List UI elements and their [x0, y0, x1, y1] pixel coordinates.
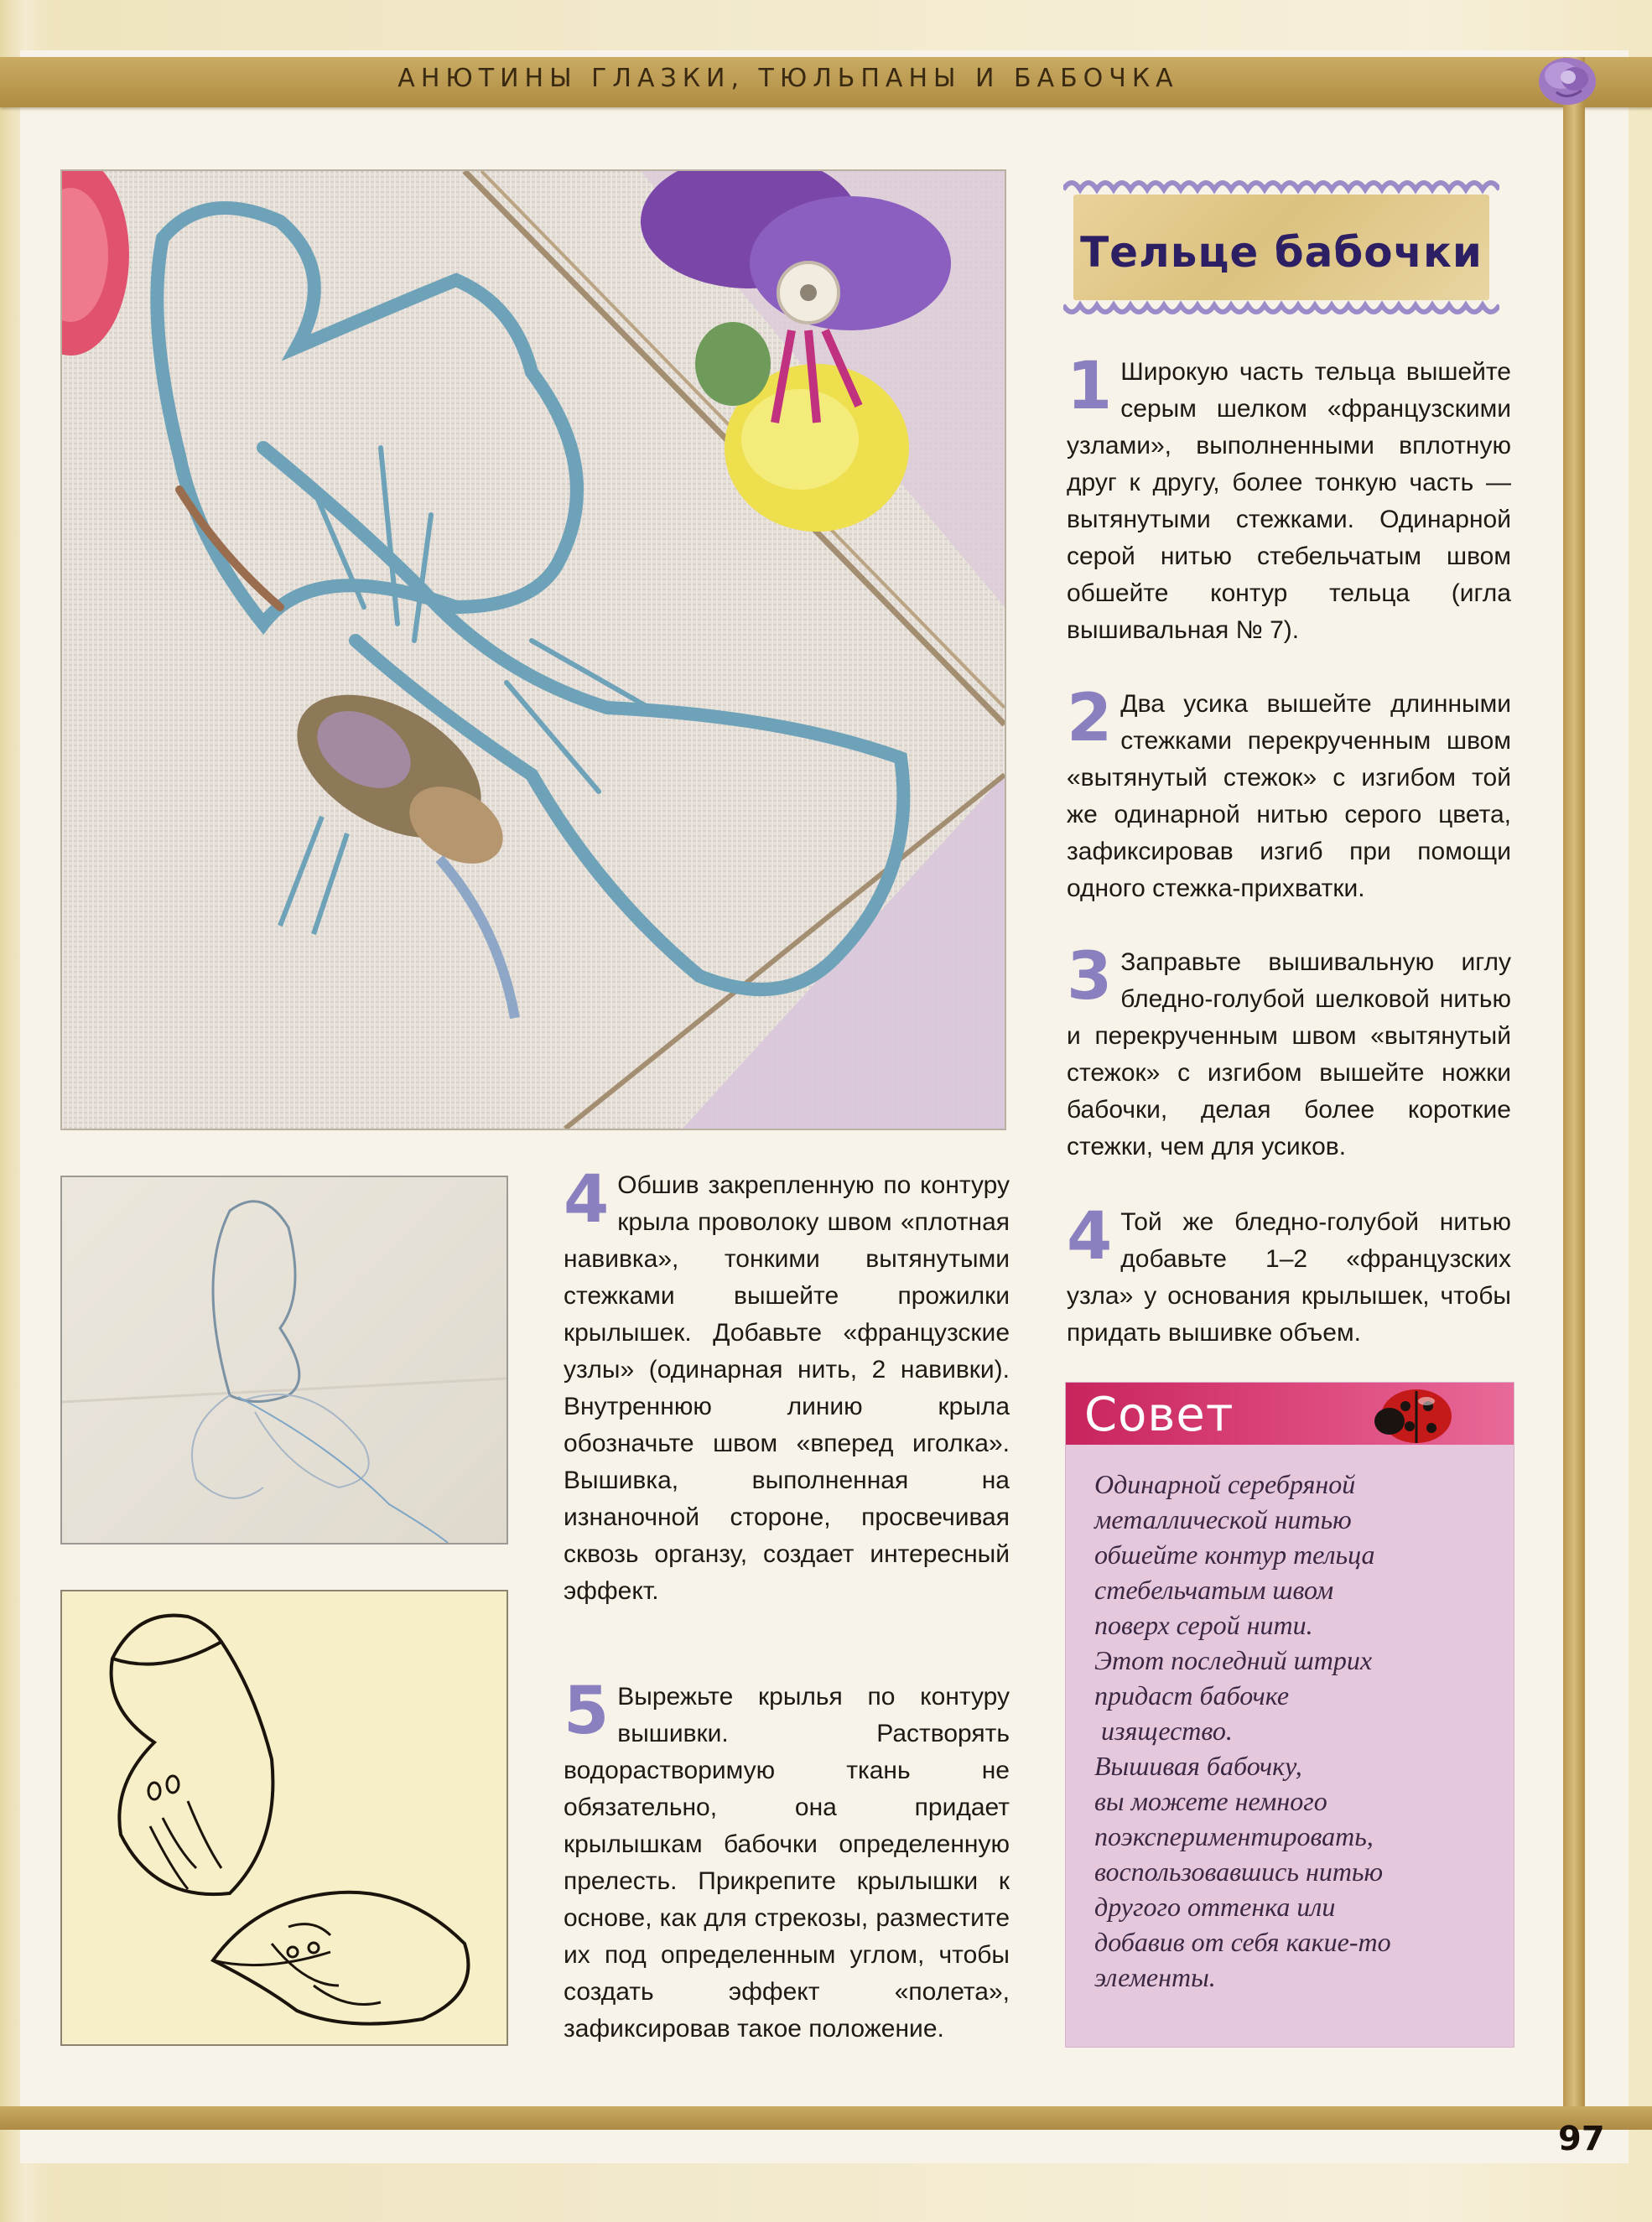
step-4-center — [564, 1162, 1010, 1610]
tip-line: вы можете немного — [1094, 1786, 1327, 1816]
wire-outline-photo — [60, 1176, 508, 1544]
right-border — [1563, 57, 1585, 2130]
tip-line: Одинарной серебряной — [1094, 1469, 1356, 1499]
tip-text — [1094, 1467, 1488, 1995]
step-number: 4 — [1067, 1199, 1113, 1275]
footer-band — [0, 2106, 1652, 2130]
tip-line: придаст бабочке — [1094, 1680, 1290, 1711]
tip-line: Этот последний штрих — [1094, 1645, 1373, 1675]
step-text: Широкую часть тельца вышейте серым шелком «французскими узлами», выполненными вплотную друг к другу, более тонкую часть — вытянутыми стежками. Одинарной серой нитью стебельчатым швом обшейте контур тельца (игла вышивальная № 7). — [1067, 358, 1511, 644]
tip-line: Вышивая бабочку, — [1094, 1751, 1302, 1781]
step-number: 2 — [1067, 681, 1113, 756]
step-text: Той же бледно-голубой нитью добавьте 1–2 «французских узла» у основания крылышек, чтобы придать вышивке объем. — [1067, 1208, 1511, 1347]
embroidered-butterfly-photo — [60, 169, 1006, 1130]
section-heading — [1063, 176, 1499, 319]
step-text: Вырежьте крылья по контуру вышивки. Растворять водорастворимую ткань не обязательно, она придает крылышкам бабочки определенную прелесть. Прикрепите крылышки к основе, как для стрекозы, разместите их под определенным углом, чтобы создать эффект «полета», зафиксировав такое положение. — [564, 1683, 1010, 2043]
step-4-right — [1067, 1199, 1511, 1352]
tip-header — [1066, 1383, 1514, 1445]
tip-title: Совет — [1084, 1388, 1234, 1442]
running-header: АНЮТИНЫ ГЛАЗКИ, ТЮЛЬПАНЫ И БАБОЧКА — [397, 64, 1179, 93]
step-number: 5 — [564, 1674, 610, 1749]
ribbon-rose-icon — [1531, 42, 1603, 114]
tip-line: поверх серой нити. — [1094, 1610, 1313, 1640]
tip-line: стебельчатым швом — [1094, 1575, 1334, 1605]
ladybug-icon — [1368, 1378, 1460, 1450]
step-text: Заправьте вышивальную иглу бледно-голубой шелковой нитью и перекрученным швом «вытянутый стежок» с изгибом вышейте ножки бабочки, делая более короткие стежки, чем для усиков. — [1067, 948, 1511, 1160]
step-3 — [1067, 939, 1511, 1166]
step-text: Два усика вышейте длинными стежками перекрученным швом «вытянутый стежок» с изгибом той же одинарной нитью серого цвета, зафиксировав изгиб при помощи одного стежка-прихватки. — [1067, 690, 1511, 902]
tip-line: добавив от себя какие-то — [1094, 1927, 1391, 1957]
step-1 — [1067, 349, 1511, 649]
step-2 — [1067, 681, 1511, 907]
step-number: 4 — [564, 1162, 610, 1238]
tip-line: другого оттенка или — [1094, 1892, 1336, 1922]
tip-line: металлической нитью — [1094, 1504, 1352, 1534]
section-title: Тельце бабочки — [1080, 228, 1483, 277]
tip-box — [1065, 1382, 1514, 2048]
step-number: 1 — [1067, 349, 1113, 424]
tip-line: элементы. — [1094, 1962, 1216, 1992]
tip-line: воспользовавшись нитью — [1094, 1856, 1384, 1887]
step-5 — [564, 1674, 1010, 2048]
tip-line: поэкспериментировать, — [1094, 1821, 1374, 1851]
step-number: 3 — [1067, 939, 1113, 1015]
page-number: 97 — [1558, 2120, 1605, 2158]
wing-pattern-drawing — [60, 1590, 508, 2046]
step-text: Обшив закрепленную по контуру крыла проволоку швом «плотная навивка», тонкими вытянутыми стежками вышейте прожилки крылышек. Добавьте «французские узлы» (одинарная нить, 2 навивки). Внутреннюю линию крыла обозначьте швом «вперед иголка». Вышивка, выполненная на изнаночной стороне, просвечивая сквозь органзу, создает интересный эффект. — [564, 1171, 1010, 1605]
tip-line: обшейте контур тельца — [1094, 1539, 1375, 1570]
tip-line: изящество. — [1094, 1716, 1233, 1746]
